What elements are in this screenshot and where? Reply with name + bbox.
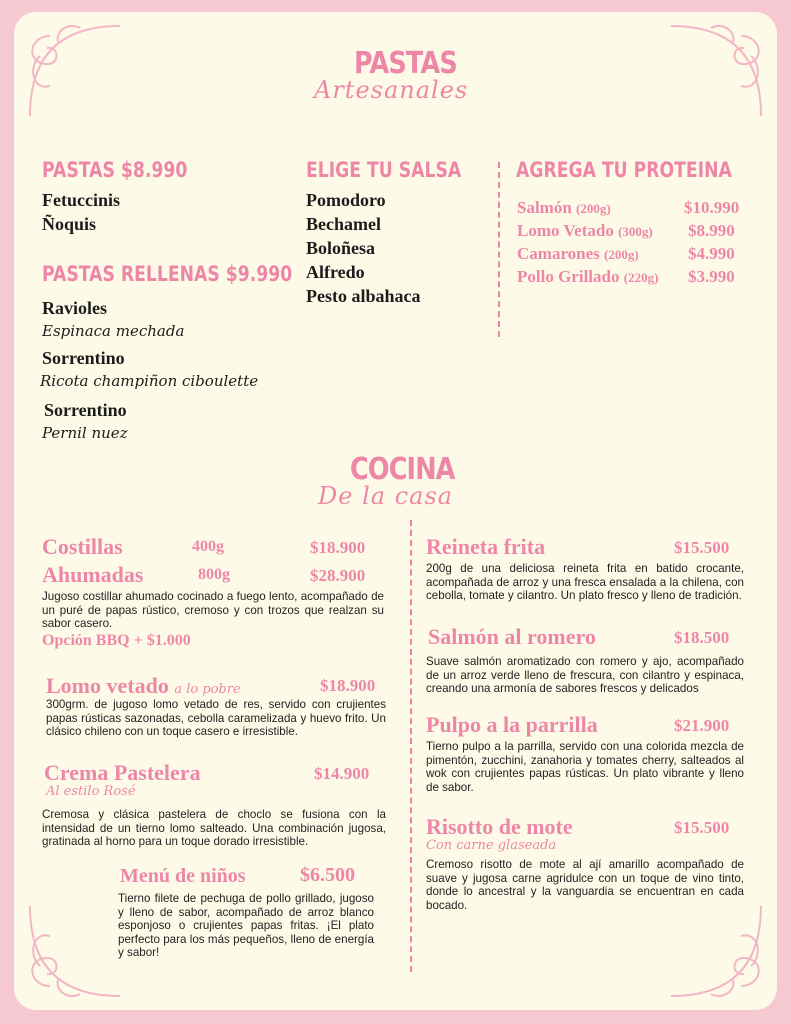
dish-price: $18.900 (310, 538, 366, 557)
menu-page (14, 12, 777, 1010)
dish-price: $28.900 (310, 566, 366, 585)
salsa-item: Boloñesa (306, 238, 376, 258)
protein-row (517, 221, 653, 241)
rellenas-item: Ravioles (42, 298, 107, 318)
cocina-subtitle: De la casa (318, 482, 454, 510)
protein-name: Salmón (517, 198, 572, 217)
pastas-item: Ñoquis (42, 214, 97, 234)
dish-description: 200g de una deliciosa reineta frita en batido crocante, acompañada de arroz y una fresca ensalada a la chilena, con cebolla, tomate y cilantro. Un plato fresco y lleno de tradición. (426, 562, 744, 602)
bottom-right-ornament-icon (661, 896, 771, 1006)
protein-grams: (220g) (623, 270, 659, 285)
protein-name: Lomo Vetado (517, 221, 614, 240)
rellenas-heading: PASTAS RELLENAS $9.990 (42, 262, 293, 286)
dish-name: Costillas (42, 534, 123, 559)
salsa-item: Pesto albahaca (306, 286, 421, 306)
dish-name: Crema Pastelera (44, 760, 201, 785)
protein-price: $8.990 (688, 221, 735, 240)
dish-price: $21.900 (674, 716, 730, 735)
bottom-left-ornament-icon (20, 896, 130, 1006)
proteina-heading: AGREGA TU PROTEINA (516, 158, 732, 182)
rellenas-detail: Pernil nuez (42, 424, 128, 442)
dish-description: Jugoso costillar ahumado cocinado a fuego lento, acompañado de un puré de papas rústico, cremoso y con trozos que realzan su sabor casero. (42, 590, 384, 630)
rellenas-item: Sorrentino (44, 400, 127, 420)
top-right-ornament-icon (661, 16, 771, 126)
column-divider (498, 162, 500, 337)
dish-description: 300grm. de jugoso lomo vetado de res, servido con crujientes papas rústicas sazonadas, cebolla caramelizada y huevo frito. Un clásico chileno con un toque casero e irresistible. (46, 698, 386, 738)
cocina-divider (410, 520, 412, 972)
protein-grams: (300g) (618, 224, 653, 239)
pastas-item: Fetuccinis (42, 190, 120, 210)
protein-name: Pollo Grillado (517, 267, 620, 286)
dish-price: $18.500 (674, 628, 730, 647)
protein-grams: (200g) (576, 201, 611, 216)
dish-price: $14.900 (314, 764, 370, 783)
dish-name: Pulpo a la parrilla (426, 712, 598, 737)
protein-price: $4.990 (688, 244, 735, 263)
dish-price: $6.500 (300, 864, 355, 886)
dish-tag: Al estilo Rosé (46, 784, 136, 799)
dish-price: $15.500 (674, 538, 730, 557)
dish-description: Suave salmón aromatizado con romero y ajo, acompañado de un arroz verde lleno de frescura, con cilantro y espinaca, creando una armonía de sabores frescos y delicados (426, 655, 744, 695)
protein-row (517, 267, 658, 287)
dish-description: Tierno filete de pechuga de pollo grillado, jugoso y lleno de sabor, acompañado de arroz blanco esponjoso o crujientes papas fritas. ¡El plato perfecto para los más pequeños, lleno de energía y sabor! (118, 892, 374, 959)
dish-description: Tierno pulpo a la parrilla, servido con una colorida mezcla de pimentón, zucchini, zanahoria y tomates cherry, salteados al wok con crujientes papas rústicas. Un plato vibrante y lleno de sabor. (426, 740, 744, 794)
protein-grams: (200g) (604, 247, 639, 262)
dish-name: Salmón al romero (428, 624, 596, 649)
dish-name: Reineta frita (426, 534, 546, 559)
dish-tag: Con carne glaseada (426, 838, 557, 853)
dish-name: Ahumadas (42, 562, 144, 587)
protein-name: Camarones (517, 244, 600, 263)
protein-row (517, 198, 611, 218)
pastas-title: PASTAS (354, 46, 457, 81)
dish-tag: a lo pobre (174, 682, 241, 697)
salsa-item: Pomodoro (306, 190, 386, 210)
protein-row (517, 244, 639, 264)
salsa-heading: ELIGE TU SALSA (306, 158, 462, 182)
pastas-heading: PASTAS $8.990 (42, 158, 188, 182)
salsa-item: Alfredo (306, 262, 365, 282)
protein-price: $3.990 (688, 267, 735, 286)
dish-description: Cremoso risotto de mote al ají amarillo acompañado de suave y jugosa carne agridulce con un toque de vino tinto, donde lo ancestral y la vanguardia se encuentran en cada bocado. (426, 858, 744, 912)
dish-name: Menú de niños (120, 865, 246, 887)
dish-title: Lomo vetado (46, 673, 169, 698)
dish-option: Opción BBQ + $1.000 (42, 632, 191, 649)
protein-price: $10.990 (684, 198, 740, 217)
rellenas-detail: Ricota champiñon ciboulette (40, 372, 259, 390)
dish-name: Risotto de mote (426, 814, 573, 839)
dish-grams: 800g (198, 566, 230, 583)
rellenas-item: Sorrentino (42, 348, 125, 368)
pastas-subtitle: Artesanales (314, 76, 469, 104)
top-left-ornament-icon (20, 16, 130, 126)
rellenas-detail: Espinaca mechada (42, 322, 185, 340)
salsa-item: Bechamel (306, 214, 381, 234)
dish-grams: 400g (192, 538, 224, 555)
cocina-title: COCINA (350, 452, 455, 487)
dish-price: $15.500 (674, 818, 730, 837)
dish-description: Cremosa y clásica pastelera de choclo se fusiona con la intensidad de un tierno lomo salteado. Una combinación jugosa, gratinada al horno para un toque dorado irresistible. (42, 808, 386, 848)
dish-name (46, 673, 241, 699)
dish-price: $18.900 (320, 676, 376, 695)
